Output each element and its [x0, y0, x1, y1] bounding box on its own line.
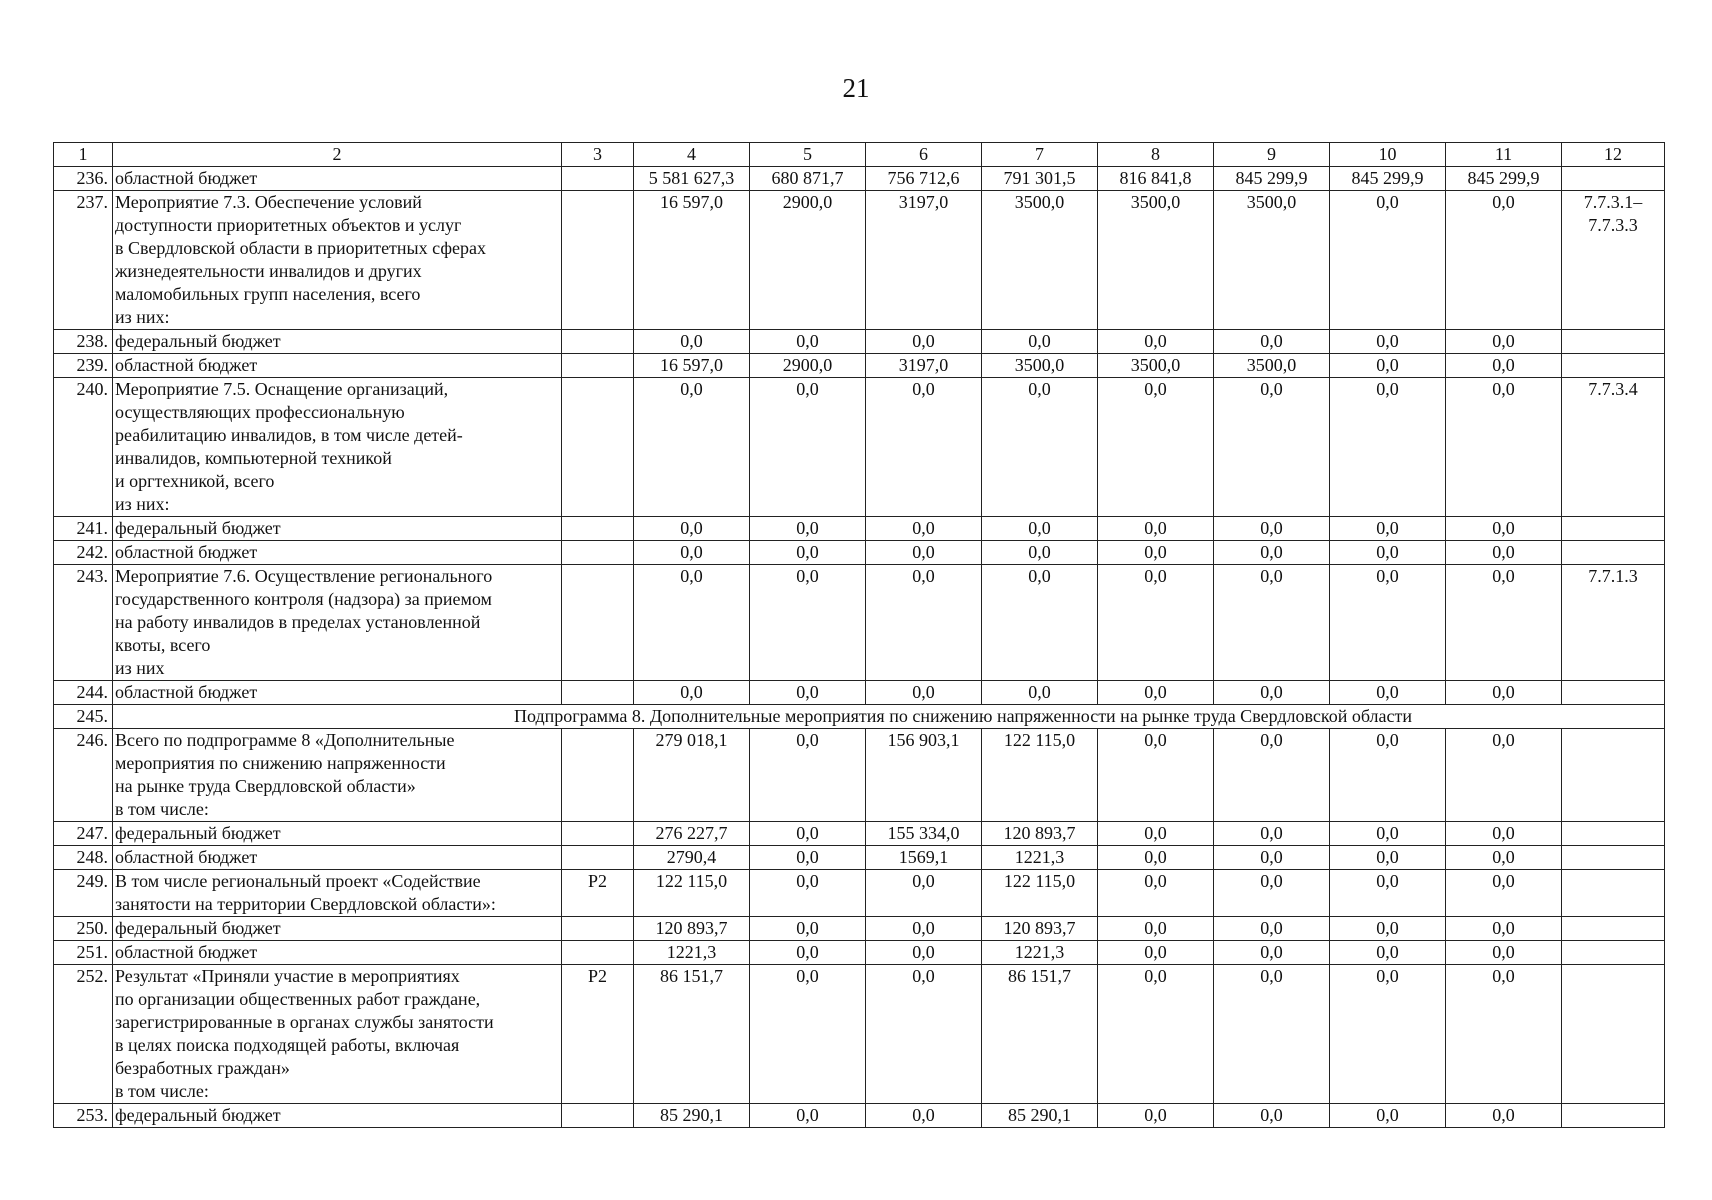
amount-cell: 279 018,1: [634, 729, 750, 822]
amount-cell: 0,0: [982, 541, 1098, 565]
amount-cell: 0,0: [1098, 822, 1214, 846]
column-header-3: 3: [562, 143, 634, 167]
row-number: 250.: [54, 917, 113, 941]
row-number: 249.: [54, 870, 113, 917]
amount-cell: 0,0: [1098, 330, 1214, 354]
amount-cell: 0,0: [750, 565, 866, 681]
target-reference: 7.7.3.1– 7.7.3.3: [1562, 191, 1665, 330]
amount-cell: 0,0: [982, 565, 1098, 681]
table-body: [54, 143, 1665, 1128]
target-reference: [1562, 917, 1665, 941]
amount-cell: 845 299,9: [1214, 167, 1330, 191]
table-row: [54, 167, 1665, 191]
amount-cell: 0,0: [866, 517, 982, 541]
amount-cell: 0,0: [1446, 917, 1562, 941]
column-header-7: 7: [982, 143, 1098, 167]
amount-cell: 0,0: [1330, 822, 1446, 846]
amount-cell: 122 115,0: [982, 870, 1098, 917]
amount-cell: 0,0: [1214, 1104, 1330, 1128]
row-code: [562, 565, 634, 681]
row-number: 236.: [54, 167, 113, 191]
row-description: областной бюджет: [113, 541, 562, 565]
row-code: [562, 517, 634, 541]
row-number: 240.: [54, 378, 113, 517]
amount-cell: 0,0: [866, 870, 982, 917]
row-number: 239.: [54, 354, 113, 378]
amount-cell: 0,0: [1446, 729, 1562, 822]
row-code: [562, 191, 634, 330]
amount-cell: 0,0: [1446, 354, 1562, 378]
table-row: [54, 846, 1665, 870]
amount-cell: 0,0: [750, 941, 866, 965]
row-description: федеральный бюджет: [113, 517, 562, 541]
amount-cell: 0,0: [750, 965, 866, 1104]
amount-cell: 0,0: [866, 541, 982, 565]
page-number: 21: [842, 73, 870, 103]
amount-cell: 791 301,5: [982, 167, 1098, 191]
row-number: 252.: [54, 965, 113, 1104]
amount-cell: 0,0: [866, 330, 982, 354]
row-description: областной бюджет: [113, 354, 562, 378]
amount-cell: 0,0: [1330, 729, 1446, 822]
amount-cell: 0,0: [750, 846, 866, 870]
target-reference: 7.7.3.4: [1562, 378, 1665, 517]
amount-cell: 0,0: [1098, 729, 1214, 822]
row-description: федеральный бюджет: [113, 330, 562, 354]
amount-cell: 0,0: [1330, 846, 1446, 870]
row-code: [562, 917, 634, 941]
amount-cell: 0,0: [982, 330, 1098, 354]
amount-cell: 3500,0: [982, 354, 1098, 378]
amount-cell: 16 597,0: [634, 191, 750, 330]
amount-cell: 0,0: [1446, 846, 1562, 870]
amount-cell: 2900,0: [750, 354, 866, 378]
target-reference: [1562, 330, 1665, 354]
target-reference: [1562, 167, 1665, 191]
table-row: [54, 941, 1665, 965]
table-row: [54, 965, 1665, 1104]
subprogram-title: Подпрограмма 8. Дополнительные мероприятия по снижению напряженности на рынке труда Свердловской области: [113, 705, 1665, 729]
row-description: В том числе региональный проект «Содействие занятости на территории Свердловской области»:: [113, 870, 562, 917]
row-description: Мероприятие 7.3. Обеспечение условий доступности приоритетных объектов и услуг в Свердловской области в приоритетных сферах жизнедеятельности инвалидов и других маломобильных групп населения, всего из них:: [113, 191, 562, 330]
amount-cell: 85 290,1: [982, 1104, 1098, 1128]
amount-cell: 0,0: [1214, 681, 1330, 705]
amount-cell: 680 871,7: [750, 167, 866, 191]
amount-cell: 1221,3: [634, 941, 750, 965]
amount-cell: 0,0: [866, 917, 982, 941]
row-code: [562, 681, 634, 705]
row-description: федеральный бюджет: [113, 917, 562, 941]
amount-cell: 3197,0: [866, 354, 982, 378]
amount-cell: 0,0: [1446, 191, 1562, 330]
table-row: [54, 681, 1665, 705]
amount-cell: 3500,0: [982, 191, 1098, 330]
amount-cell: 0,0: [750, 330, 866, 354]
amount-cell: 0,0: [982, 681, 1098, 705]
amount-cell: 845 299,9: [1330, 167, 1446, 191]
amount-cell: 85 290,1: [634, 1104, 750, 1128]
amount-cell: 276 227,7: [634, 822, 750, 846]
amount-cell: 0,0: [866, 965, 982, 1104]
amount-cell: 0,0: [1446, 822, 1562, 846]
amount-cell: 0,0: [634, 541, 750, 565]
amount-cell: 0,0: [1446, 965, 1562, 1104]
header-row: [54, 143, 1665, 167]
target-reference: [1562, 822, 1665, 846]
amount-cell: 0,0: [866, 1104, 982, 1128]
amount-cell: 0,0: [1446, 941, 1562, 965]
amount-cell: 0,0: [866, 681, 982, 705]
target-reference: [1562, 541, 1665, 565]
row-code: [562, 1104, 634, 1128]
column-header-8: 8: [1098, 143, 1214, 167]
table-row: [54, 191, 1665, 330]
amount-cell: 0,0: [1446, 1104, 1562, 1128]
target-reference: [1562, 517, 1665, 541]
amount-cell: 1221,3: [982, 846, 1098, 870]
budget-table: [53, 142, 1665, 1128]
section-row: [54, 705, 1665, 729]
amount-cell: 156 903,1: [866, 729, 982, 822]
amount-cell: 0,0: [634, 517, 750, 541]
amount-cell: 120 893,7: [982, 917, 1098, 941]
amount-cell: 0,0: [1446, 681, 1562, 705]
target-reference: [1562, 846, 1665, 870]
amount-cell: 0,0: [1330, 354, 1446, 378]
amount-cell: 0,0: [1098, 917, 1214, 941]
table-row: [54, 870, 1665, 917]
row-number: 238.: [54, 330, 113, 354]
table-row: [54, 822, 1665, 846]
amount-cell: 0,0: [866, 941, 982, 965]
column-header-5: 5: [750, 143, 866, 167]
row-number: 246.: [54, 729, 113, 822]
amount-cell: 3197,0: [866, 191, 982, 330]
amount-cell: 0,0: [750, 378, 866, 517]
amount-cell: 0,0: [750, 681, 866, 705]
amount-cell: 0,0: [1330, 965, 1446, 1104]
row-description: областной бюджет: [113, 941, 562, 965]
amount-cell: 0,0: [1214, 541, 1330, 565]
amount-cell: 155 334,0: [866, 822, 982, 846]
amount-cell: 0,0: [634, 681, 750, 705]
amount-cell: 0,0: [750, 1104, 866, 1128]
amount-cell: 0,0: [750, 729, 866, 822]
table-row: [54, 541, 1665, 565]
amount-cell: 0,0: [1214, 330, 1330, 354]
amount-cell: 0,0: [1214, 846, 1330, 870]
column-header-1: 1: [54, 143, 113, 167]
amount-cell: 0,0: [750, 917, 866, 941]
column-header-9: 9: [1214, 143, 1330, 167]
amount-cell: 0,0: [1330, 681, 1446, 705]
amount-cell: 0,0: [1330, 191, 1446, 330]
amount-cell: 0,0: [866, 565, 982, 681]
amount-cell: 0,0: [1098, 846, 1214, 870]
table-row: [54, 354, 1665, 378]
amount-cell: 0,0: [1446, 517, 1562, 541]
row-number: 248.: [54, 846, 113, 870]
amount-cell: 0,0: [1214, 870, 1330, 917]
column-header-12: 12: [1562, 143, 1665, 167]
row-code: [562, 378, 634, 517]
row-number: 241.: [54, 517, 113, 541]
amount-cell: 0,0: [1214, 941, 1330, 965]
amount-cell: 0,0: [1446, 870, 1562, 917]
row-code: [562, 846, 634, 870]
amount-cell: 0,0: [1446, 565, 1562, 681]
amount-cell: 3500,0: [1098, 354, 1214, 378]
row-number: 245.: [54, 705, 113, 729]
amount-cell: 0,0: [1098, 965, 1214, 1104]
amount-cell: 3500,0: [1214, 354, 1330, 378]
row-number: 244.: [54, 681, 113, 705]
amount-cell: 120 893,7: [634, 917, 750, 941]
amount-cell: 0,0: [750, 822, 866, 846]
amount-cell: 0,0: [634, 378, 750, 517]
amount-cell: 122 115,0: [982, 729, 1098, 822]
target-reference: [1562, 681, 1665, 705]
amount-cell: 0,0: [634, 330, 750, 354]
table-row: [54, 917, 1665, 941]
amount-cell: 2900,0: [750, 191, 866, 330]
column-header-6: 6: [866, 143, 982, 167]
row-number: 242.: [54, 541, 113, 565]
amount-cell: 120 893,7: [982, 822, 1098, 846]
amount-cell: 0,0: [1214, 822, 1330, 846]
amount-cell: 0,0: [750, 870, 866, 917]
amount-cell: 0,0: [1330, 941, 1446, 965]
amount-cell: 0,0: [982, 517, 1098, 541]
target-reference: [1562, 965, 1665, 1104]
row-description: областной бюджет: [113, 681, 562, 705]
amount-cell: 0,0: [1330, 1104, 1446, 1128]
target-reference: [1562, 941, 1665, 965]
amount-cell: 0,0: [634, 565, 750, 681]
row-description: Всего по подпрограмме 8 «Дополнительные мероприятия по снижению напряженности на рынке труда Свердловской области» в том числе:: [113, 729, 562, 822]
table-row: [54, 330, 1665, 354]
amount-cell: 0,0: [1330, 870, 1446, 917]
amount-cell: 0,0: [1330, 330, 1446, 354]
amount-cell: 0,0: [1446, 330, 1562, 354]
row-code: [562, 330, 634, 354]
target-reference: [1562, 870, 1665, 917]
row-description: Результат «Приняли участие в мероприятиях по организации общественных работ граждане, зарегистрированные в органах службы занятости в целях поиска подходящей работы, включая безработных граждан» в том числе:: [113, 965, 562, 1104]
row-code: [562, 541, 634, 565]
row-number: 237.: [54, 191, 113, 330]
amount-cell: 16 597,0: [634, 354, 750, 378]
amount-cell: 0,0: [982, 378, 1098, 517]
row-description: Мероприятие 7.5. Оснащение организаций, осуществляющих профессиональную реабилитацию инвалидов, в том числе детей- инвалидов, компьютерной техникой и оргтехникой, всего из них:: [113, 378, 562, 517]
row-description: областной бюджет: [113, 846, 562, 870]
amount-cell: 0,0: [750, 541, 866, 565]
amount-cell: 5 581 627,3: [634, 167, 750, 191]
amount-cell: 0,0: [1214, 965, 1330, 1104]
amount-cell: 0,0: [1214, 729, 1330, 822]
row-code: [562, 822, 634, 846]
amount-cell: 2790,4: [634, 846, 750, 870]
amount-cell: 0,0: [1446, 378, 1562, 517]
row-description: федеральный бюджет: [113, 1104, 562, 1128]
amount-cell: 0,0: [1214, 517, 1330, 541]
column-header-4: 4: [634, 143, 750, 167]
row-code: [562, 941, 634, 965]
amount-cell: 0,0: [1214, 378, 1330, 517]
amount-cell: 0,0: [1330, 565, 1446, 681]
table-row: [54, 1104, 1665, 1128]
amount-cell: 122 115,0: [634, 870, 750, 917]
amount-cell: 0,0: [1330, 917, 1446, 941]
row-number: 253.: [54, 1104, 113, 1128]
row-number: 247.: [54, 822, 113, 846]
amount-cell: 0,0: [1098, 941, 1214, 965]
row-number: 251.: [54, 941, 113, 965]
amount-cell: 86 151,7: [982, 965, 1098, 1104]
row-code: P2: [562, 965, 634, 1104]
target-reference: [1562, 1104, 1665, 1128]
row-code: P2: [562, 870, 634, 917]
column-header-11: 11: [1446, 143, 1562, 167]
row-description: Мероприятие 7.6. Осуществление регионального государственного контроля (надзора) за приемом на работу инвалидов в пределах установленной квоты, всего из них: [113, 565, 562, 681]
column-header-10: 10: [1330, 143, 1446, 167]
amount-cell: 0,0: [1098, 681, 1214, 705]
amount-cell: 1221,3: [982, 941, 1098, 965]
amount-cell: 756 712,6: [866, 167, 982, 191]
table-row: [54, 378, 1665, 517]
row-description: федеральный бюджет: [113, 822, 562, 846]
amount-cell: 0,0: [1098, 565, 1214, 681]
amount-cell: 0,0: [1330, 378, 1446, 517]
target-reference: [1562, 729, 1665, 822]
amount-cell: 86 151,7: [634, 965, 750, 1104]
amount-cell: 0,0: [1214, 565, 1330, 681]
target-reference: 7.7.1.3: [1562, 565, 1665, 681]
target-reference: [1562, 354, 1665, 378]
amount-cell: 0,0: [1098, 870, 1214, 917]
row-description: областной бюджет: [113, 167, 562, 191]
amount-cell: 816 841,8: [1098, 167, 1214, 191]
table-row: [54, 517, 1665, 541]
amount-cell: 0,0: [750, 517, 866, 541]
amount-cell: 1569,1: [866, 846, 982, 870]
amount-cell: 0,0: [1446, 541, 1562, 565]
amount-cell: 0,0: [1098, 378, 1214, 517]
amount-cell: 0,0: [1098, 1104, 1214, 1128]
row-code: [562, 354, 634, 378]
row-code: [562, 167, 634, 191]
amount-cell: 0,0: [866, 378, 982, 517]
amount-cell: 0,0: [1330, 517, 1446, 541]
amount-cell: 0,0: [1098, 541, 1214, 565]
amount-cell: 0,0: [1098, 517, 1214, 541]
row-number: 243.: [54, 565, 113, 681]
amount-cell: 0,0: [1214, 917, 1330, 941]
table-row: [54, 729, 1665, 822]
amount-cell: 0,0: [1330, 541, 1446, 565]
column-header-2: 2: [113, 143, 562, 167]
amount-cell: 3500,0: [1098, 191, 1214, 330]
amount-cell: 3500,0: [1214, 191, 1330, 330]
row-code: [562, 729, 634, 822]
table-row: [54, 565, 1665, 681]
amount-cell: 845 299,9: [1446, 167, 1562, 191]
